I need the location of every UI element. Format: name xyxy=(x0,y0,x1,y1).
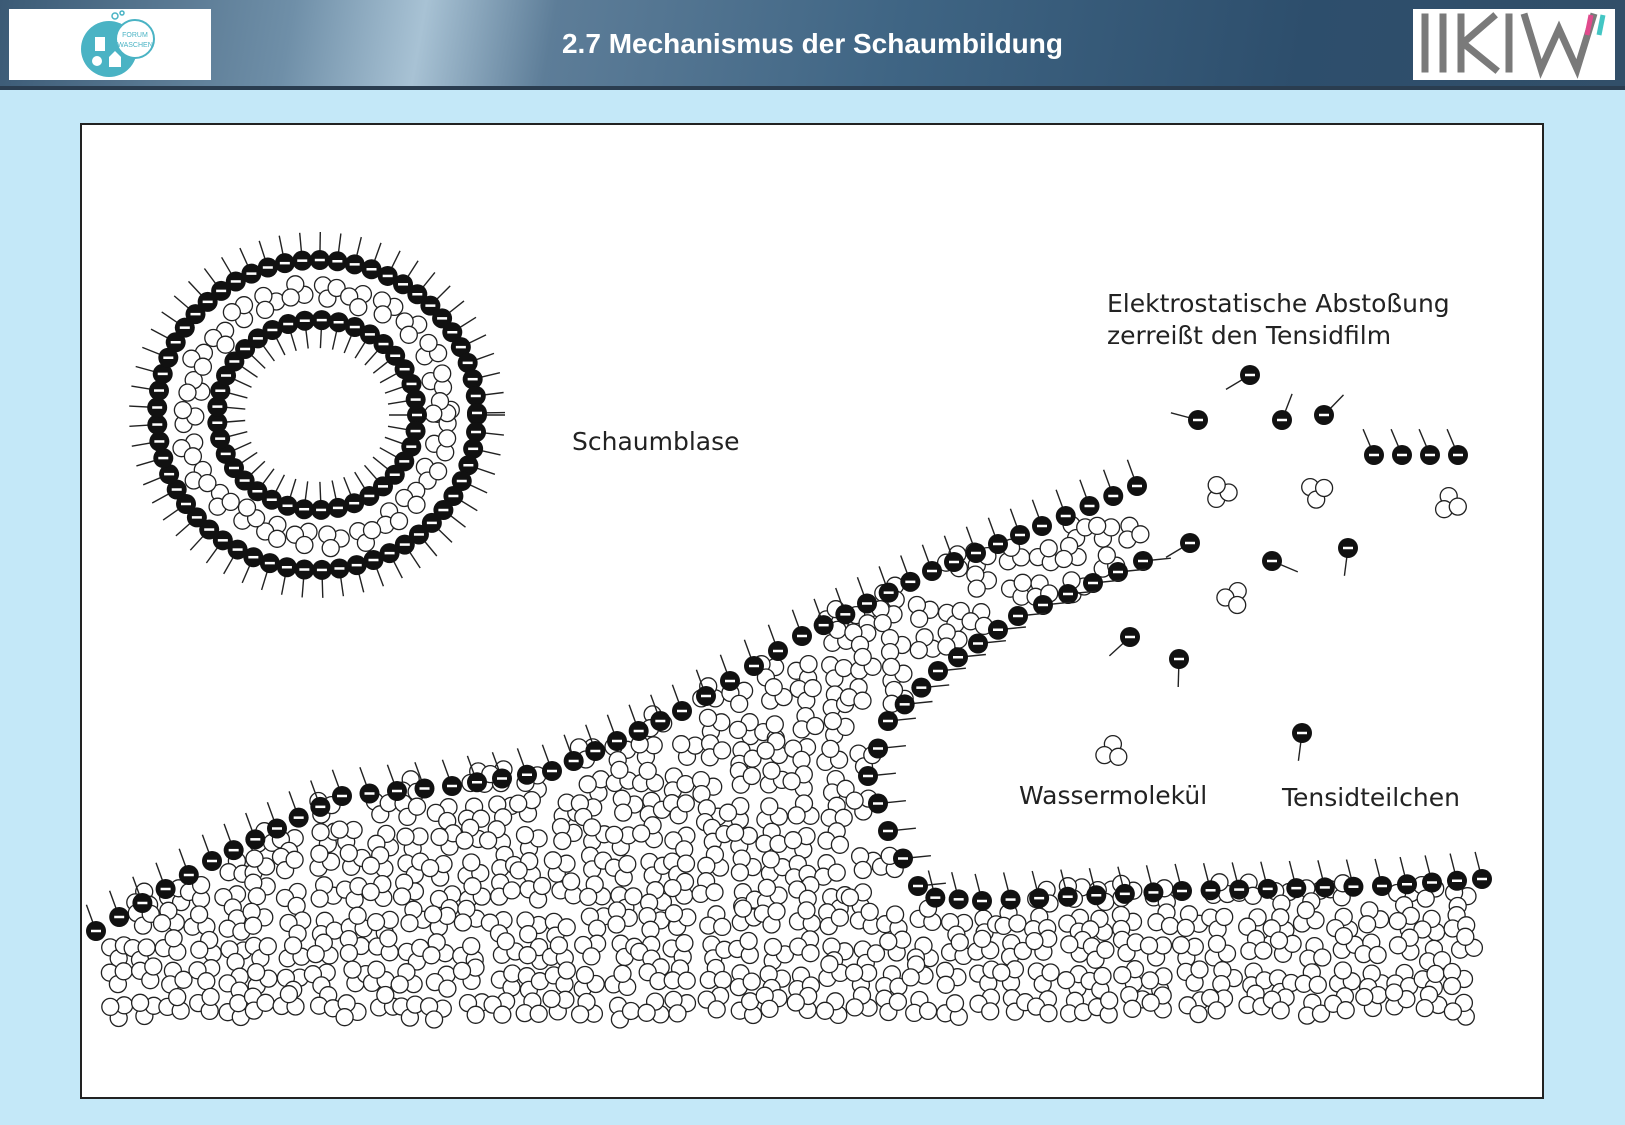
water-molecule-icon xyxy=(183,344,213,375)
water-molecule-icon xyxy=(783,766,812,797)
water-molecule-icon xyxy=(698,987,728,1018)
water-molecule-icon xyxy=(1217,583,1246,614)
surfactant-particle-icon xyxy=(1001,872,1021,909)
water-molecule-icon xyxy=(1208,477,1237,508)
surfactant-particle-icon xyxy=(1447,854,1467,891)
surfactant-particle-icon xyxy=(1226,365,1260,389)
surfactant-particle-icon xyxy=(466,386,504,406)
water-molecule-icon xyxy=(350,522,381,552)
water-molecule-icon xyxy=(1302,479,1333,509)
water-molecule-icon xyxy=(840,679,871,709)
water-molecule-icon xyxy=(245,874,275,905)
water-molecule-icon xyxy=(491,965,520,996)
water-molecule-icon xyxy=(910,629,941,659)
water-molecule-icon xyxy=(700,960,731,989)
surfactant-particle-icon xyxy=(136,448,173,468)
logo-text-forum: FORUM xyxy=(122,32,148,39)
water-molecule-icon xyxy=(754,903,785,933)
water-molecule-icon xyxy=(937,995,968,1026)
surfactant-particle-icon xyxy=(1080,480,1100,516)
water-molecule-icon xyxy=(882,630,911,661)
water-molecule-icon xyxy=(422,365,451,396)
water-molecule-icon xyxy=(1141,937,1172,966)
water-molecule-icon xyxy=(580,876,611,905)
water-molecule-icon xyxy=(1271,932,1302,962)
surfactant-particle-icon xyxy=(109,891,129,927)
water-molecule-icon xyxy=(184,906,215,935)
water-molecule-icon xyxy=(605,856,635,887)
surfactant-particle-icon xyxy=(925,871,945,908)
water-molecule-icon xyxy=(377,503,408,533)
water-molecule-icon xyxy=(1295,964,1326,994)
water-molecule-icon xyxy=(132,994,163,1024)
surfactant-particle-icon xyxy=(542,745,562,781)
water-molecule-icon xyxy=(970,989,999,1020)
water-molecule-icon xyxy=(423,934,454,964)
water-molecule-icon xyxy=(665,991,696,1022)
surfactant-particle-icon xyxy=(1133,551,1171,571)
surfactant-particle-icon xyxy=(1171,410,1208,430)
surfactant-particle-icon xyxy=(329,558,349,596)
water-molecule-icon xyxy=(1177,961,1208,991)
water-molecule-icon xyxy=(396,482,425,513)
surfactant-particle-icon xyxy=(1419,429,1440,465)
water-molecule-icon xyxy=(663,795,694,824)
water-molecule-icon xyxy=(700,709,730,740)
water-molecule-icon xyxy=(1028,991,1057,1022)
water-molecule-icon xyxy=(1002,574,1032,605)
surfactant-particle-icon xyxy=(156,863,176,899)
surfactant-particle-icon xyxy=(179,849,199,885)
water-molecule-icon xyxy=(426,966,456,997)
water-molecule-icon xyxy=(822,657,853,687)
water-molecule-icon xyxy=(785,828,815,859)
water-molecule-icon xyxy=(422,856,452,887)
surfactant-particle-icon xyxy=(363,550,383,586)
surfactant-particle-icon xyxy=(1010,509,1030,545)
surfactant-particle-icon xyxy=(893,849,931,869)
water-molecule-icon xyxy=(155,930,186,961)
surfactant-particle-icon xyxy=(295,311,315,349)
water-molecule-icon xyxy=(1294,902,1325,932)
surfactant-particle-icon xyxy=(1127,460,1147,496)
water-molecule-icon xyxy=(1444,964,1473,995)
surfactant-particle-icon xyxy=(389,405,427,425)
surfactant-particle-icon xyxy=(1314,395,1344,425)
water-molecule-icon xyxy=(693,772,722,803)
water-molecule-icon xyxy=(788,795,819,824)
water-molecule-icon xyxy=(731,850,761,881)
water-molecule-icon xyxy=(336,995,366,1026)
water-molecule-icon xyxy=(190,988,219,1019)
surfactant-particle-icon xyxy=(1363,429,1384,465)
surfactant-particle-icon xyxy=(949,872,969,909)
surfactant-particle-icon xyxy=(1056,490,1076,526)
water-molecule-icon xyxy=(273,848,304,878)
forum-waschen-logo xyxy=(9,9,211,80)
water-molecule-icon xyxy=(1083,938,1114,968)
water-molecule-icon xyxy=(764,939,793,970)
logo-text-waschen: WASCHEN xyxy=(117,42,153,49)
water-molecule-icon xyxy=(484,993,514,1023)
water-molecule-icon xyxy=(1356,987,1387,1017)
surfactant-particle-icon xyxy=(129,397,167,417)
surfactant-particle-icon xyxy=(792,610,812,646)
water-molecule-icon xyxy=(1263,989,1294,1019)
surfactant-particle-icon xyxy=(311,482,331,520)
surfactant-particle-icon xyxy=(868,739,906,759)
water-molecule-icon xyxy=(286,523,317,553)
water-molecule-icon xyxy=(319,526,349,557)
water-molecule-icon xyxy=(967,566,997,597)
surfactant-particle-icon xyxy=(1447,429,1468,465)
water-molecule-icon xyxy=(574,967,604,998)
water-molecule-icon xyxy=(416,335,447,365)
water-molecule-icon xyxy=(785,739,816,769)
surfactant-particle-icon xyxy=(1472,852,1492,889)
water-molecule-icon xyxy=(817,993,847,1024)
water-molecule-icon xyxy=(393,996,424,1026)
water-molecule-icon xyxy=(818,823,848,854)
water-molecule-icon xyxy=(692,873,723,903)
surfactant-particle-icon xyxy=(442,760,462,796)
water-molecule-icon xyxy=(1444,994,1474,1025)
water-molecule-icon xyxy=(700,906,731,936)
surfactant-particle-icon xyxy=(911,678,949,698)
surfactant-particle-icon xyxy=(267,802,287,838)
water-molecule-icon xyxy=(1089,517,1120,547)
water-molecule-icon xyxy=(993,961,1024,991)
water-molecule-icon xyxy=(968,930,999,960)
water-molecule-icon xyxy=(698,846,729,876)
surfactant-particle-icon xyxy=(878,821,916,841)
water-molecule-icon xyxy=(425,906,456,936)
water-molecule-icon xyxy=(756,823,787,852)
water-molecule-icon xyxy=(937,962,966,993)
water-molecule-icon xyxy=(1300,938,1331,968)
surfactant-particle-icon xyxy=(207,413,245,433)
water-molecule-icon xyxy=(362,876,392,907)
water-molecule-icon xyxy=(1029,540,1059,571)
water-molecule-icon xyxy=(510,792,541,822)
water-molecule-icon xyxy=(942,934,972,965)
water-molecule-icon xyxy=(315,277,346,307)
water-molecule-icon xyxy=(664,768,694,799)
surfactant-particle-icon xyxy=(1391,429,1412,465)
water-molecule-icon xyxy=(277,884,307,915)
surfactant-particle-icon xyxy=(132,431,170,451)
water-molecule-icon xyxy=(173,434,203,465)
water-molecule-icon xyxy=(174,402,203,433)
water-molecule-icon xyxy=(730,714,759,745)
surfactant-particle-icon xyxy=(463,369,500,389)
surfactant-particle-icon xyxy=(1262,551,1298,572)
water-molecule-icon xyxy=(1436,488,1467,518)
water-molecule-icon xyxy=(1213,962,1243,993)
surfactant-particle-icon xyxy=(224,824,244,860)
water-molecule-icon xyxy=(1148,904,1179,935)
water-molecule-icon xyxy=(575,935,606,965)
water-molecule-icon xyxy=(665,905,695,936)
water-molecule-icon xyxy=(132,958,162,989)
surfactant-particle-icon xyxy=(720,655,740,691)
water-molecule-icon xyxy=(1061,992,1092,1022)
water-molecule-icon xyxy=(639,908,669,939)
surfactant-particle-icon xyxy=(332,770,352,806)
surfactant-particle-icon xyxy=(868,794,906,814)
surfactant-particle-icon xyxy=(1286,861,1306,898)
water-molecule-icon xyxy=(572,994,603,1023)
surfactant-particle-icon xyxy=(1109,627,1140,656)
water-molecule-icon xyxy=(545,962,575,993)
water-molecule-icon xyxy=(517,827,548,857)
surfactant-particle-icon xyxy=(312,310,332,348)
surfactant-particle-icon xyxy=(258,241,278,278)
water-molecule-icon xyxy=(673,736,704,766)
surfactant-particle-icon xyxy=(207,397,245,417)
water-molecule-icon xyxy=(397,828,428,857)
foam-formation-diagram xyxy=(80,123,1544,1099)
surfactant-particle-icon xyxy=(277,557,297,594)
water-molecule-icon xyxy=(790,931,819,962)
water-molecule-icon xyxy=(851,649,881,679)
water-molecule-icon xyxy=(1114,931,1145,961)
surfactant-particle-icon xyxy=(672,685,692,721)
label-repulsion-line2: zerreißt den Tensidfilm xyxy=(1107,321,1392,350)
surfactant-particle-icon xyxy=(292,233,312,271)
water-molecule-icon xyxy=(243,903,273,934)
surfactant-particle-icon xyxy=(467,403,505,423)
surfactant-particle-icon xyxy=(1103,470,1123,506)
water-molecule-icon xyxy=(189,960,220,990)
water-molecules xyxy=(101,276,1482,1028)
water-molecule-icon xyxy=(613,790,643,821)
water-molecule-icon xyxy=(1390,929,1419,960)
diagram-canvas xyxy=(82,125,1542,1097)
surfactant-particle-icon xyxy=(129,415,167,435)
surfactant-particle-icon xyxy=(275,236,295,273)
water-molecule-icon xyxy=(729,933,759,964)
water-molecule-icon xyxy=(633,762,664,791)
surfactant-particle-icon xyxy=(360,767,380,803)
water-molecule-icon xyxy=(255,288,285,319)
water-molecule-icon xyxy=(605,965,636,995)
water-molecule-icon xyxy=(633,817,663,848)
water-molecule-icon xyxy=(159,989,189,1020)
surfactant-particle-icon xyxy=(1292,723,1312,761)
water-molecule-icon xyxy=(426,430,456,461)
water-molecule-icon xyxy=(790,680,821,710)
surfactant-particle-icon xyxy=(294,481,314,519)
surfactant-particle-icon xyxy=(1258,862,1278,899)
water-molecule-icon xyxy=(179,372,210,402)
surfactant-particle-icon xyxy=(1166,533,1200,557)
water-molecule-icon xyxy=(876,990,907,1020)
label-wassermolekuel: Wassermolekül xyxy=(1019,781,1208,810)
water-molecule-icon xyxy=(817,740,848,770)
water-molecule-icon xyxy=(310,845,340,876)
water-molecule-icon xyxy=(421,998,452,1028)
water-molecule-icon xyxy=(793,708,824,738)
surfactant-particle-icon xyxy=(1172,864,1192,901)
water-molecule-icon xyxy=(341,286,372,316)
water-molecule-icon xyxy=(245,937,276,966)
surfactant-particle-icon xyxy=(1169,649,1189,687)
surfactant-particle-icon xyxy=(289,791,309,827)
slide-title: 2.7 Mechanismus der Schaumbildung xyxy=(561,28,1063,59)
ikw-logo xyxy=(1413,9,1615,80)
surfactant-particle-icon xyxy=(1422,855,1442,892)
water-molecule-icon xyxy=(1089,992,1118,1023)
water-molecule-icon xyxy=(846,987,877,1016)
water-molecule-icon xyxy=(1096,736,1127,766)
water-molecule-icon xyxy=(369,930,399,961)
surfactant-particle-icon xyxy=(347,555,367,592)
water-molecule-icon xyxy=(517,912,547,943)
water-molecule-icon xyxy=(1028,963,1059,993)
surfactant-particle-icon xyxy=(857,577,877,613)
surfactant-particle-icon xyxy=(1372,859,1392,896)
water-molecule-icon xyxy=(762,679,792,709)
surfactant-particle-icon xyxy=(768,625,788,661)
water-molecule-icon xyxy=(101,963,132,993)
water-molecule-icon xyxy=(245,988,275,1019)
water-molecule-icon xyxy=(606,826,637,855)
surfactant-particle-icon xyxy=(294,560,314,598)
water-molecule-icon xyxy=(730,965,760,996)
surfactant-particle-icon xyxy=(1272,394,1292,430)
surfactant-particle-icon xyxy=(858,766,896,786)
label-repulsion-line1: Elektrostatische Abstoßung xyxy=(1107,289,1450,318)
surfactant-particle-icon xyxy=(1032,500,1052,536)
surfactant-particle-icon xyxy=(310,232,330,270)
water-molecule-icon xyxy=(908,597,938,628)
water-molecule-icon xyxy=(282,276,313,306)
water-molecule-icon xyxy=(701,735,730,766)
surfactant-particle-icon xyxy=(327,234,347,272)
surfactant-particle-icon xyxy=(202,835,222,871)
water-molecule-icon xyxy=(219,968,248,999)
water-molecule-icon xyxy=(1202,909,1233,938)
water-molecule-icon xyxy=(815,855,845,886)
surfactant-particle-icon xyxy=(972,874,992,911)
water-molecule-icon xyxy=(185,462,216,492)
surfactant-particle-icon xyxy=(988,518,1008,554)
water-molecule-icon xyxy=(1359,902,1389,933)
water-molecule-icon xyxy=(1299,994,1330,1024)
water-molecule-icon xyxy=(906,992,937,1022)
label-tensidteilchen: Tensidteilchen xyxy=(1282,783,1460,812)
surfactant-particle-icon xyxy=(517,748,537,784)
surfactant-particle-icon xyxy=(878,711,916,731)
water-molecule-icon xyxy=(102,997,133,1027)
surfactant-particle-icon xyxy=(900,556,920,592)
water-molecule-icon xyxy=(279,937,310,967)
water-molecule-icon xyxy=(610,997,640,1028)
label-schaumblase: Schaumblase xyxy=(572,427,740,456)
water-molecule-icon xyxy=(520,878,551,909)
water-molecule-icon xyxy=(790,902,821,932)
surfactant-particle-icon xyxy=(328,481,348,518)
water-molecule-icon xyxy=(1119,517,1149,548)
surfactant-particle-icon xyxy=(1338,538,1358,576)
water-molecule-icon xyxy=(191,932,221,963)
surfactant-particle-icon xyxy=(86,905,106,941)
surfactant-particle-icon xyxy=(1315,860,1335,897)
surfactant-particle-icon xyxy=(312,560,332,598)
surfactant-particle-icon xyxy=(1397,857,1417,894)
water-molecule-icon xyxy=(425,393,456,422)
surfactant-particle-icon xyxy=(607,715,627,751)
water-molecule-icon xyxy=(824,713,854,744)
water-molecule-icon xyxy=(638,993,669,1023)
water-molecule-icon xyxy=(454,959,485,989)
